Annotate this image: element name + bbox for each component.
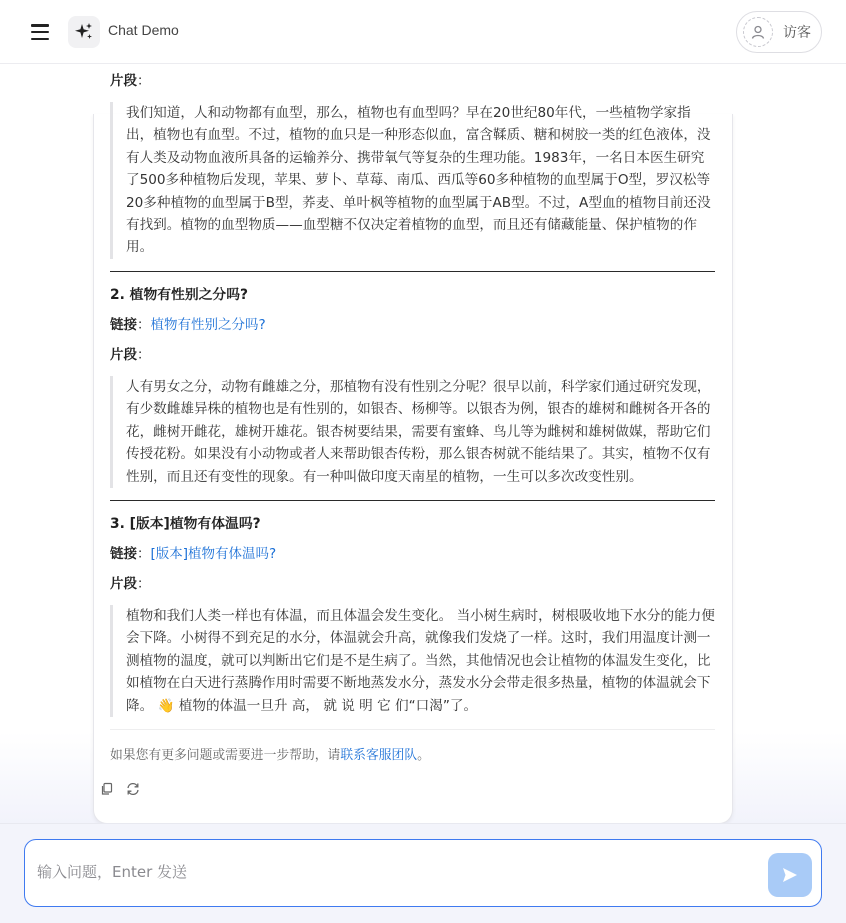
question-input[interactable] — [37, 857, 737, 887]
link-row: 链接：植物有性别之分吗? — [110, 317, 266, 333]
result-link[interactable]: 植物有性别之分吗? — [150, 317, 266, 333]
snippet-quote: 植物和我们人类一样也有体温，而且体温会发生变化。 当小树生病时，树根吸收地下水分的能力便会下降。小树得不到充足的水分，体温就会升高，就像我们发烧了一样。这时，我们用温度计测一测植物的温度，就可以判断出它们是不是生病了。当然，其他情况也会让植物的体温发生变化，比如植物在白天进行蒸腾作用时需要不断地蒸发水分，蒸发水分会带走很多热量，植物的体温就会下降。 👋 植物的体温一旦升 高， 就 说 明 它 们“口渴”了。 — [110, 605, 715, 717]
footer-prefix: 如果您有更多问题或需要进一步帮助，请 — [110, 748, 341, 763]
snippet-label-row: 片段： — [110, 347, 151, 363]
guest-label: 访客 — [783, 25, 811, 41]
link-label: 链接 — [110, 317, 137, 333]
contact-support-link[interactable]: 联系客服团队 — [340, 748, 418, 763]
snippet-label-row: 片段： — [110, 576, 151, 592]
copy-icon[interactable] — [99, 781, 115, 797]
snippet-label: 片段 — [110, 347, 137, 363]
app-header — [0, 0, 846, 64]
snippet-quote: 人有男女之分，动物有雌雄之分，那植物有没有性别之分呢？很早以前，科学家们通过研究发现，有少数雌雄异株的植物也是有性别的，如银杏、杨柳等。以银杏为例，银杏的雄树和雌树各开各的花，雌树开雌花，雄树开雄花。银杏树要结果，需要有蜜蜂、鸟儿等为雌树和雄树做媒，帮助它们传授花粉。如果没有小动物或者人来帮助银杏传粉，那么银杏树就不能结果了。其实，植物不仅有性别，而且还有变性的现象。有一种叫做印度天南星的植物，一生可以多次改变性别。 — [110, 376, 715, 488]
section-divider — [110, 271, 715, 272]
snippet-label: 片段 — [110, 576, 137, 592]
user-icon — [743, 17, 773, 47]
result-link[interactable]: [版本]植物有体温吗? — [150, 546, 277, 562]
footer-note — [110, 744, 430, 763]
guest-user-button[interactable] — [736, 11, 822, 53]
snippet-quote: 我们知道，人和动物都有血型，那么，植物也有血型吗？早在20世纪80年代，一些植物学家指出，植物也有血型。不过，植物的血只是一种形态似血，富含鞣质、糖和树胶一类的红色液体，没有人类及动物血液所具备的运输养分、携带氧气等复杂的生理功能。1983年，一名日本医生研究了500多种植物后发现，苹果、萝卜、草莓、南瓜、西瓜等60多种植物的血型属于O型，罗汉松等20多种植物的血型属于B型，荞麦、单叶枫等植物的血型属于AB型。不过，A型血的植物目前还没有找到。植物的血型物质——血型糖不仅决定着植物的血型，而且还有储藏能量、保护植物的作用。 — [110, 102, 715, 259]
app-title: Chat Demo — [108, 22, 179, 38]
send-icon — [781, 866, 799, 884]
snippet-label: 片段 — [110, 73, 137, 89]
menu-icon[interactable] — [30, 22, 50, 42]
result-heading: 3. [版本]植物有体温吗? — [110, 516, 261, 532]
link-label: 链接 — [110, 546, 137, 562]
send-button[interactable] — [768, 853, 812, 897]
result-heading: 2. 植物有性别之分吗? — [110, 287, 249, 303]
link-row: 链接：[版本]植物有体温吗? — [110, 546, 277, 562]
section-divider — [110, 500, 715, 501]
snippet-label-row: 片段： — [110, 73, 151, 89]
footer-divider — [110, 729, 715, 730]
footer-suffix: 。 — [417, 748, 430, 763]
sparkle-icon — [68, 16, 100, 48]
refresh-icon[interactable] — [125, 781, 141, 797]
